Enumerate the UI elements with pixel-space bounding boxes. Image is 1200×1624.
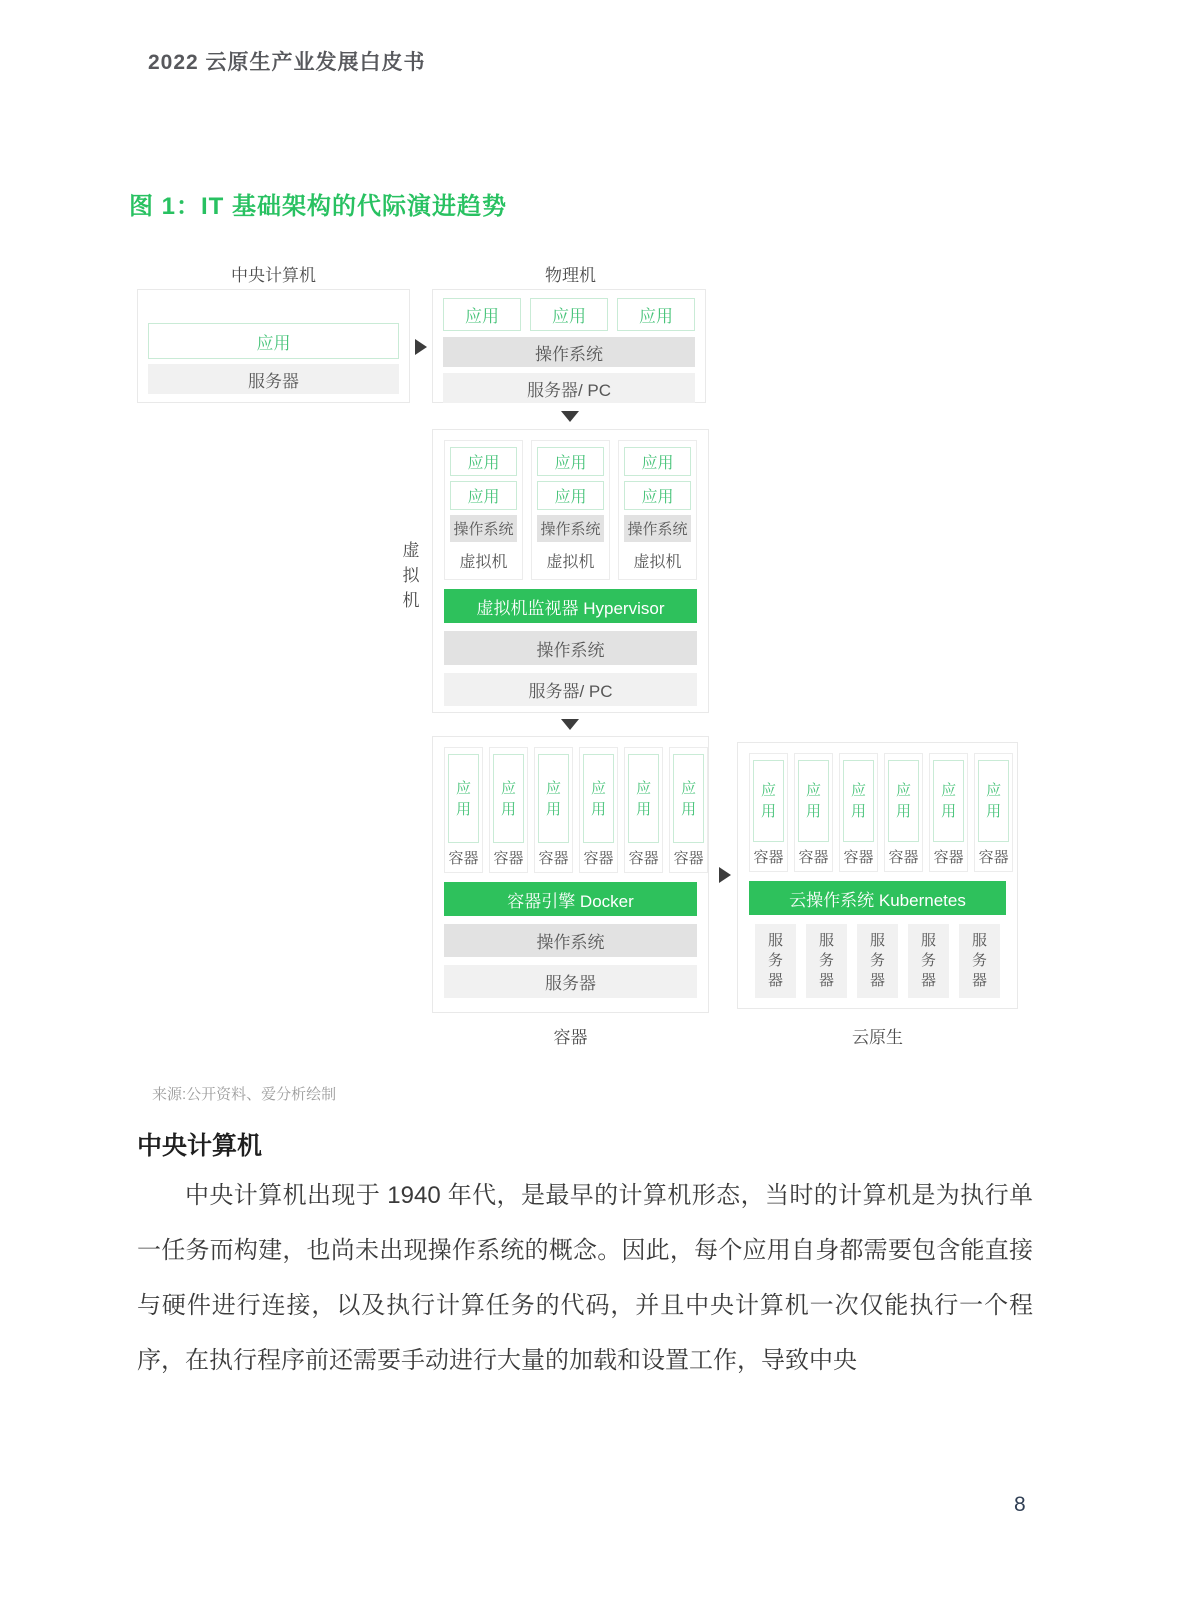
- container-column: [669, 747, 708, 873]
- app-block: 应用: [537, 447, 604, 476]
- server-block: 服务器: [148, 364, 399, 394]
- container-columns: [749, 753, 1009, 872]
- container-column: [624, 747, 663, 873]
- container-column: [884, 753, 923, 872]
- container-block: 容器: [583, 850, 614, 867]
- arrow-down-icon: [561, 719, 579, 730]
- panel-container: [432, 736, 709, 1013]
- app-block: 应用: [624, 481, 691, 510]
- container-block: 容器: [888, 849, 919, 867]
- kubernetes-block: 云操作系统 Kubernetes: [749, 881, 1006, 915]
- os-block: 操作系统: [624, 515, 691, 542]
- container-columns: [444, 747, 704, 873]
- os-block: 操作系统: [537, 515, 604, 542]
- vm-block: 虚拟机: [633, 553, 682, 571]
- container-block: 容器: [753, 849, 784, 867]
- os-block: 操作系统: [444, 924, 697, 957]
- container-block: 容器: [798, 849, 829, 867]
- container-column: [794, 753, 833, 872]
- hypervisor-block: 虚拟机监视器 Hypervisor: [444, 589, 697, 623]
- section-heading: 中央计算机: [137, 1132, 263, 1160]
- container-block: 容器: [978, 849, 1009, 867]
- app-block: 应用: [583, 754, 614, 843]
- os-block: 操作系统: [444, 631, 697, 665]
- app-block: 应用: [493, 754, 524, 843]
- vm-column: [531, 440, 610, 580]
- stage-label-virtual-machine: 虚拟机: [402, 541, 420, 610]
- app-block: 应用: [798, 760, 829, 842]
- container-block: 容器: [933, 849, 964, 867]
- body-paragraph: 中央计算机出现于 1940 年代，是最早的计算机形态，当时的计算机是为执行单一任务而构建，也尚未出现操作系统的概念。因此，每个应用自身都需要包含能直接与硬件进行连接，以及执行计算任务的代码，并且中央计算机一次仅能执行一个程序，在执行程序前还需要手动进行大量的加载和设置工作，导致中央: [137, 1182, 1033, 1374]
- container-block: 容器: [538, 850, 569, 867]
- arrow-right-icon: [719, 867, 731, 883]
- app-block: 应用: [448, 754, 479, 843]
- app-block: 应用: [673, 754, 704, 843]
- app-block: 应用: [624, 447, 691, 476]
- stage-label-cloud-native: 云原生: [852, 1028, 903, 1047]
- server-block: 服务器: [908, 924, 949, 998]
- container-block: 容器: [673, 850, 704, 867]
- app-block: 应用: [888, 760, 919, 842]
- app-block: 应用: [843, 760, 874, 842]
- panel-physical-machine: [432, 289, 706, 403]
- os-block: 操作系统: [443, 337, 695, 367]
- app-block: 应用: [538, 754, 569, 843]
- stage-label-container: 容器: [553, 1028, 588, 1047]
- stage-label-physical-machine: 物理机: [545, 266, 596, 285]
- container-column: [579, 747, 618, 873]
- vm-column: [444, 440, 523, 580]
- container-block: 容器: [843, 849, 874, 867]
- figure-title: 图 1：IT 基础架构的代际演进趋势: [129, 193, 508, 220]
- container-block: 容器: [448, 850, 479, 867]
- figure-source-note: 来源:公开资料、爱分析绘制: [152, 1086, 337, 1103]
- document-title: 2022 云原生产业发展白皮书: [148, 51, 426, 74]
- server-block: 服务器: [755, 924, 796, 998]
- container-column: [534, 747, 573, 873]
- app-block: 应用: [450, 481, 517, 510]
- server-block: 服务器: [444, 965, 697, 998]
- container-column: [489, 747, 528, 873]
- vm-block: 虚拟机: [459, 553, 508, 571]
- container-block: 容器: [493, 850, 524, 867]
- container-column: [974, 753, 1013, 872]
- container-column: [929, 753, 968, 872]
- container-column: [444, 747, 483, 873]
- page-number: 8: [1014, 1493, 1026, 1516]
- server-block: 服务器: [806, 924, 847, 998]
- server-row: [749, 924, 1006, 998]
- server-block: 服务器: [959, 924, 1000, 998]
- os-block: 操作系统: [450, 515, 517, 542]
- panel-mainframe: [137, 289, 410, 403]
- app-block: 应用: [537, 481, 604, 510]
- app-block: 应用: [753, 760, 784, 842]
- docker-engine-block: 容器引擎 Docker: [444, 882, 697, 916]
- app-block: 应用: [933, 760, 964, 842]
- app-block: 应用: [617, 298, 695, 331]
- app-block: 应用: [978, 760, 1009, 842]
- arrow-right-icon: [415, 339, 427, 355]
- app-block: 应用: [450, 447, 517, 476]
- app-block: 应用: [530, 298, 608, 331]
- arrow-down-icon: [561, 411, 579, 422]
- container-block: 容器: [628, 850, 659, 867]
- app-block: 应用: [443, 298, 521, 331]
- panel-virtual-machine: [432, 429, 709, 713]
- server-pc-block: 服务器/ PC: [444, 673, 697, 706]
- container-column: [749, 753, 788, 872]
- app-block: 应用: [628, 754, 659, 843]
- vm-column: [618, 440, 697, 580]
- vm-block: 虚拟机: [546, 553, 595, 571]
- it-evolution-diagram: [135, 255, 1035, 1055]
- container-column: [839, 753, 878, 872]
- panel-cloud-native: [737, 742, 1018, 1009]
- app-block: 应用: [148, 323, 399, 359]
- stage-label-mainframe: 中央计算机: [231, 266, 316, 285]
- server-block: 服务器: [857, 924, 898, 998]
- app-row: [443, 298, 695, 331]
- server-pc-block: 服务器/ PC: [443, 373, 695, 403]
- vm-columns: [444, 440, 697, 580]
